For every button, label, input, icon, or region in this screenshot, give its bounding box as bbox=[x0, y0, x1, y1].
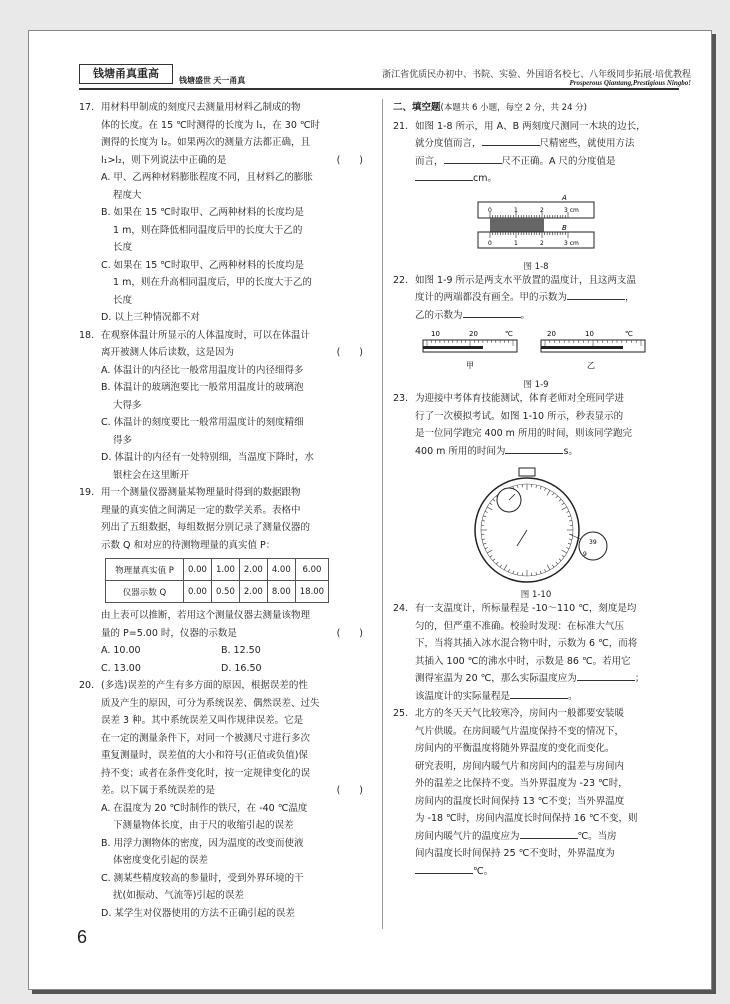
question-text: 用一个测量仪器测量某物理量时得到的数据跟物 bbox=[101, 487, 301, 498]
question-23: 23. 为迎接中考体育技能测试，体育老师对全班同学进 行了一次模拟考试。如图 1-10 所示，秒表显示的 是一位同学跑完 400 m 所用的时间，则该同学跑完 400 m 所用的时间为 s。 39 9 图 1-10 bbox=[393, 390, 679, 600]
question-number: 24. bbox=[393, 603, 409, 614]
right-column bbox=[393, 99, 679, 880]
answer-blank[interactable] bbox=[567, 289, 625, 300]
tick-label: 2 bbox=[540, 206, 544, 214]
option-c: C. 体温计的刻度要比一般常用温度计的刻度精细 得多 bbox=[101, 417, 304, 446]
question-text: 房间内的平衡温度将随外界温度的变化而变化。 bbox=[415, 743, 615, 754]
question-number: 23. bbox=[393, 393, 409, 404]
table-cell: 8.00 bbox=[267, 581, 295, 603]
option-d: D. 体温计的内径有一处特别细，当温度下降时，水 银柱会在这里断开 bbox=[101, 452, 314, 481]
answer-blank[interactable] bbox=[577, 670, 635, 681]
question-20 bbox=[79, 677, 373, 922]
question-text: (多选)误差的产生有多方面的原因，根据误差的性 bbox=[101, 680, 308, 691]
tick-label: 2 bbox=[540, 239, 544, 247]
option-c: C. 如果在 15 ℃时取甲、乙两种材料的长度均是 1 m，则在升高相同温度后，甲的长度大于乙的 长度 bbox=[101, 259, 312, 306]
question-24: 24. 有一支温度计，所标量程是 -10～110 ℃，刻度是均 匀的，但严重不准确。校验时发现：在标准大气压 下，当将其插入冰水混合物中时，示数为 6 ℃，而将 其插入 100 ℃的沸水中时，示数是 86 ℃。若用它 测得室温为 20 ℃，那么实际温度应为 ； 该温度计的实际量程是 。 bbox=[393, 600, 679, 705]
section-note: (本题共 6 小题，每空 2 分，共 24 分) bbox=[440, 103, 587, 113]
table-cell: 0.50 bbox=[211, 581, 239, 603]
question-text: 差。以下属于系统误差的是 bbox=[101, 785, 216, 796]
answer-blank[interactable] bbox=[520, 828, 578, 839]
table-cell: 0.00 bbox=[184, 581, 212, 603]
tick-label: ℃ bbox=[505, 330, 513, 338]
answer-blank[interactable] bbox=[482, 135, 540, 146]
option-a: A. 体温计的内径比一般常用温度计的内径细得多 bbox=[101, 364, 304, 376]
option-b: B. 12.50 bbox=[221, 645, 261, 656]
answer-blank[interactable] bbox=[510, 688, 568, 699]
option-a: A. 甲、乙两种材料膨胀程度不同，且材料乙的膨胀 程度大 bbox=[101, 172, 313, 201]
answer-blank[interactable] bbox=[444, 153, 502, 164]
question-text: 为 -18 ℃时，房间内温度长时间保持 16 ℃不变，则 bbox=[415, 813, 638, 824]
table-cell: 2.00 bbox=[239, 581, 267, 603]
question-text: 列出了五组数据，每组数据分别记录了测量仪器的 bbox=[101, 522, 311, 533]
option-a: A. 10.00 bbox=[101, 645, 141, 656]
question-text: 外的温差之比保持不变。当外界温度为 -23 ℃时， bbox=[415, 778, 628, 789]
dial-number: 9 bbox=[583, 551, 587, 558]
question-number: 20. bbox=[79, 680, 95, 691]
question-text: 气片供暖。在房间暖气片温度保持不变的情况下， bbox=[415, 725, 625, 737]
option-d: D. 某学生对仪器使用的方法不正确引起的误差 bbox=[101, 907, 295, 919]
answer-paren: ( ) bbox=[336, 154, 363, 166]
table-cell: 0.00 bbox=[184, 559, 212, 581]
question-text: 重复测量时，误差值的大小和符号(正值或负值)保 bbox=[101, 750, 308, 761]
table-cell: 6.00 bbox=[295, 559, 328, 581]
option-a: A. 在温度为 20 ℃时制作的铁尺，在 -40 ℃温度 下测量物体长度，由于尺的收缩引起的误差 bbox=[101, 802, 308, 831]
question-number: 18. bbox=[79, 329, 95, 341]
figure-caption: 图 1-10 bbox=[520, 590, 552, 600]
question-17 bbox=[79, 99, 373, 327]
option-d: D. 以上三种情况都不对 bbox=[101, 312, 200, 323]
question-text: 其插入 100 ℃的沸水中时，示数是 86 ℃。若用它 bbox=[415, 655, 631, 667]
tick-label: 20 bbox=[547, 330, 556, 338]
tick-label: 1 bbox=[514, 239, 518, 247]
option-d: D. 16.50 bbox=[221, 662, 262, 674]
stopwatch-figure bbox=[461, 464, 611, 584]
question-text: 在观察体温计所显示的人体温度时，可以在体温计 bbox=[101, 329, 311, 341]
tick-label: ℃ bbox=[625, 330, 633, 338]
tick-label: 10 bbox=[585, 330, 594, 338]
section-heading bbox=[393, 99, 679, 118]
section-title: 二、填空题 bbox=[393, 102, 441, 113]
table-row bbox=[106, 581, 329, 603]
question-22: 22. 如图 1-9 所示是两支水平放置的温度计，且这两支温 度计的两端都没有画全。甲的示数为 ， 乙的示数为 。 10 20 ℃ 20 10 ℃ 甲 乙 图 1-9 bbox=[393, 272, 679, 391]
question-text: 间内温度长时间保持 25 ℃不变时，外界温度为 bbox=[415, 848, 615, 859]
question-text: 测得的长度为 l₂。如果两次的测量方法都正确，且 bbox=[101, 137, 310, 148]
question-text: 由上表可以推断，若用这个测量仪器去测量该物理 bbox=[101, 610, 311, 621]
option-c: C. 13.00 bbox=[101, 662, 141, 674]
mercury-column-yi bbox=[541, 346, 623, 349]
option-c: C. 测某些精度较高的参量时，受到外界环境的干 扰(如振动、气流等)引起的误差 bbox=[101, 872, 304, 901]
table-cell: 4.00 bbox=[267, 559, 295, 581]
answer-blank[interactable] bbox=[415, 170, 473, 181]
textbook-page bbox=[28, 30, 712, 990]
header-rule bbox=[79, 88, 679, 90]
question-19 bbox=[79, 484, 373, 677]
question-text: 离开被测人体后读数，这是因为 bbox=[101, 347, 235, 358]
question-number: 22. bbox=[393, 274, 409, 286]
figure-caption: 图 1-8 bbox=[523, 261, 549, 272]
question-number: 25. bbox=[393, 708, 409, 719]
question-text: l₁>l₂，则下列说法中正确的是 bbox=[101, 154, 227, 166]
question-text: 下，当将其插入冰水混合物中时，示数为 6 ℃，而将 bbox=[415, 638, 638, 649]
data-table bbox=[105, 558, 329, 603]
tick-label: 0 bbox=[488, 206, 492, 214]
figure-caption: 图 1-9 bbox=[523, 380, 549, 390]
question-text: 如图 1-8 所示，用 A、B 两刻度尺测同一木块的边长， bbox=[415, 120, 646, 132]
question-text: 持不变；或者在条件变化时，按一定规律变化的误 bbox=[101, 767, 311, 779]
question-text: 是一位同学跑完 400 m 所用的时间，则该同学跑完 bbox=[415, 428, 632, 439]
question-text: 量的 P=5.00 时，仪器的示数是 bbox=[101, 627, 237, 639]
question-text: 在一定的测量条件下，对同一个被测尺寸进行多次 bbox=[101, 732, 311, 744]
table-cell: 18.00 bbox=[295, 581, 328, 603]
question-text: 用材料甲制成的刻度尺去测量用材料乙制成的物 bbox=[101, 102, 301, 113]
ruler-b-label: B bbox=[562, 223, 567, 232]
tick-label: 3 cm bbox=[564, 239, 579, 247]
question-text: 质及产生的原因，可分为系统误差、偶然误差、过失 bbox=[101, 697, 320, 709]
header-right-title: 浙江省优质民办初中、书院、实验、外国语名校七、八年级同步拓展·培优教程 bbox=[382, 70, 691, 80]
answer-paren: ( ) bbox=[336, 785, 363, 796]
tick-label: 3 cm bbox=[564, 206, 579, 214]
stopwatch-crown bbox=[519, 468, 535, 476]
question-text: 示数 Q 和对应的待测物理量的真实值 P： bbox=[101, 539, 276, 551]
table-header-cell: 物理量真实值 P bbox=[106, 559, 184, 581]
tick-label: 20 bbox=[469, 330, 478, 338]
header-right-english: Prosperous Qiantang,Prestigious Ningbo! bbox=[569, 79, 691, 87]
page-number: 6 bbox=[77, 927, 88, 947]
table-cell: 2.00 bbox=[239, 559, 267, 581]
series-title: 钱塘甬真重高 bbox=[79, 64, 173, 84]
question-text: 为迎接中考体育技能测试，体育老师对全班同学进 bbox=[415, 393, 625, 404]
question-text: 行了一次模拟考试。如图 1-10 所示，秒表显示的 bbox=[415, 410, 624, 422]
table-row bbox=[106, 559, 329, 581]
answer-blank[interactable] bbox=[415, 863, 473, 874]
question-text: 北方的冬天天气比较寒冷，房间内一般都要安装暖 bbox=[415, 708, 625, 719]
options-row bbox=[79, 642, 373, 660]
option-b: B. 用浮力测物体的密度，因为温度的改变而使液 体密度变化引起的误差 bbox=[101, 837, 304, 866]
question-number: 17. bbox=[79, 102, 95, 113]
ruler-a-label: A bbox=[562, 193, 567, 202]
answer-paren: ( ) bbox=[336, 347, 363, 358]
question-number: 19. bbox=[79, 487, 95, 498]
series-subtitle: 钱塘盛世 天一甬真 bbox=[179, 76, 246, 85]
option-b: B. 如果在 15 ℃时取甲、乙两种材料的长度均是 1 m，则在降低相同温度后甲的长度大于乙的 长度 bbox=[101, 207, 304, 253]
ruler-figure bbox=[476, 192, 596, 256]
column-divider bbox=[382, 99, 383, 929]
question-text: 有一支温度计，所标量程是 -10～110 ℃，刻度是均 bbox=[415, 603, 637, 614]
question-number: 21. bbox=[393, 120, 409, 132]
tick-label: 1 bbox=[514, 206, 518, 214]
question-text: 体的长度。在 15 ℃时测得的长度为 l₁，在 30 ℃时 bbox=[101, 119, 321, 131]
options-row bbox=[79, 660, 373, 678]
answer-blank[interactable] bbox=[505, 443, 563, 454]
question-text: 房间内的温度长时间保持 13 ℃不变；当外界温度 bbox=[415, 795, 625, 807]
question-text: 理量的真实值之间满足一定的数学关系。表格中 bbox=[101, 504, 301, 516]
wood-block bbox=[490, 218, 544, 232]
question-21: 21. 如图 1-8 所示，用 A、B 两刻度尺测同一木块的边长， 就分度值而言， 尺精密些，就使用方法 而言， 尺不正确。A 尺的分度值是 cm。 A 0 1 2 3 cm 0 1 2 3 cm B 图 1-8 bbox=[393, 118, 679, 272]
question-18 bbox=[79, 327, 373, 485]
question-text: 匀的，但严重不准确。校验时发现：在标准大气压 bbox=[415, 620, 625, 632]
thermometer-figure bbox=[421, 328, 651, 374]
tick-label: 10 bbox=[431, 330, 440, 338]
question-text: 如图 1-9 所示是两支水平放置的温度计，且这两支温 bbox=[415, 274, 637, 286]
table-cell: 1.00 bbox=[211, 559, 239, 581]
question-25: 25. 北方的冬天天气比较寒冷，房间内一般都要安装暖 气片供暖。在房间暖气片温度保持不变的情况下， 房间内的平衡温度将随外界温度的变化而变化。 研究表明，房间内暖气片和房间内的温差与房间内 外的温差之比保持不变。当外界温度为 -23 ℃时， 房间内的温度长时间保持 13 ℃不变；当外界温度 为 -18 ℃时，房间内温度长时间保持 16 ℃不变，则 房间内暖气片的温度应为 ℃。当房 间内温度长时间保持 25 ℃不变时，外界温度为 ℃。 bbox=[393, 705, 679, 880]
table-header-cell: 仪器示数 Q bbox=[106, 581, 184, 603]
tick-label: 0 bbox=[488, 239, 492, 247]
label-jia: 甲 bbox=[466, 361, 474, 370]
question-text: 研究表明，房间内暖气片和房间内的温差与房间内 bbox=[415, 760, 625, 772]
question-text: 误差 3 种。其中系统误差又叫作规律误差。它是 bbox=[101, 715, 304, 726]
mercury-column-jia bbox=[423, 346, 483, 349]
option-b: B. 体温计的玻璃泡要比一般常用温度计的玻璃泡 大得多 bbox=[101, 382, 304, 411]
left-column bbox=[79, 99, 373, 922]
answer-blank[interactable] bbox=[463, 307, 521, 318]
dial-number: 39 bbox=[589, 539, 597, 546]
label-yi: 乙 bbox=[587, 361, 595, 370]
answer-paren: ( ) bbox=[336, 627, 363, 639]
